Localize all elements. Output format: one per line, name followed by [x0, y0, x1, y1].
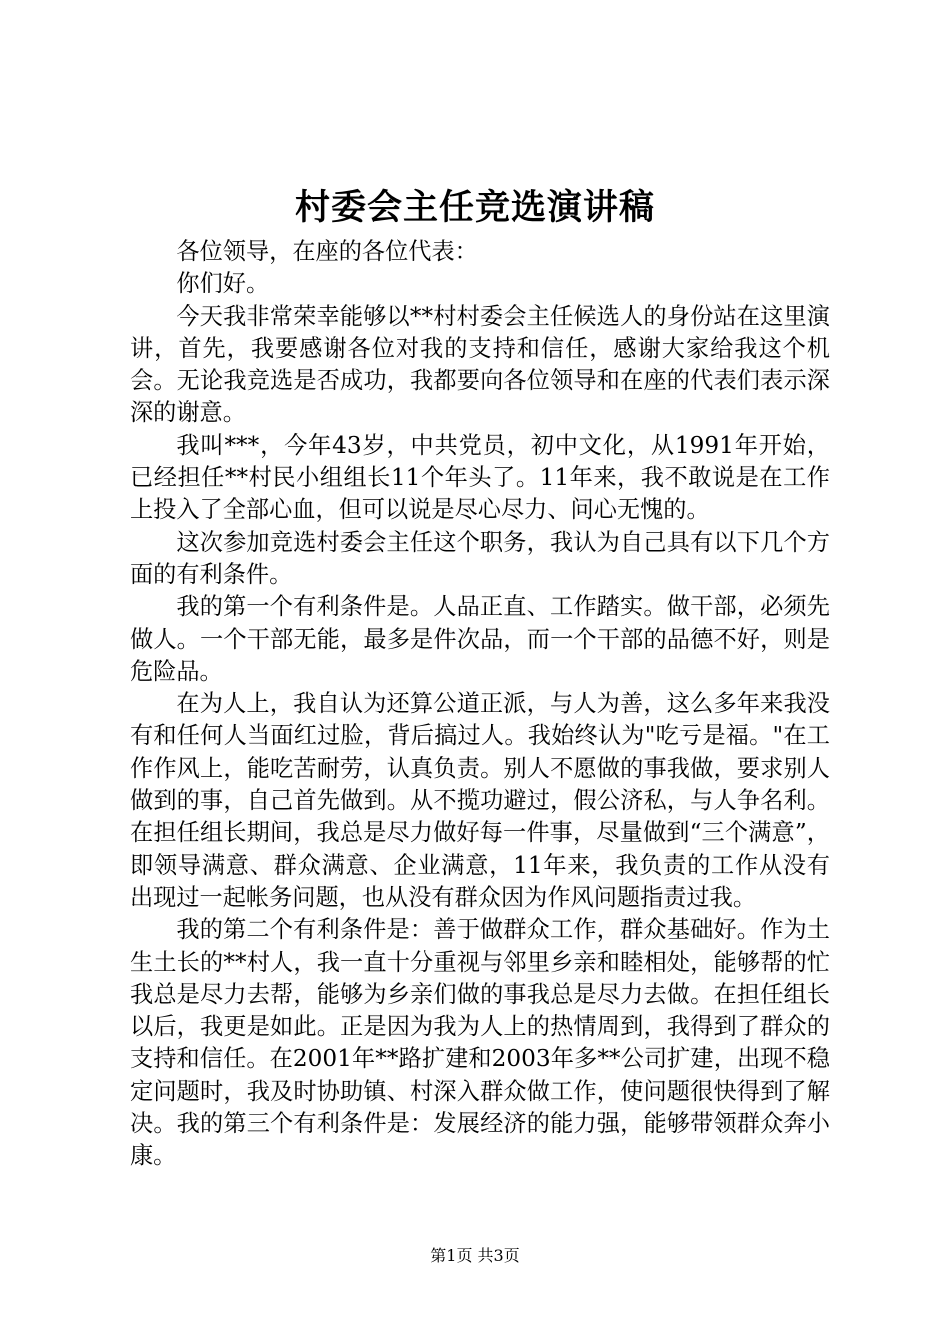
paragraph-second-condition: 我的第二个有利条件是：善于做群众工作，群众基础好。作为土生土长的**村人，我一直十分重视与邻里乡亲和睦相处，能够帮的忙我总是尽力去帮，能够为乡亲们做的事我总是尽力去做。在担任组长以后，我更是如此。正是因为我为人上的热情周到，我得到了群众的支持和信任。在2001年**路扩建和2003年多**公司扩建，出现不稳定问题时，我及时协助镇、村深入群众做工作，使问题很快得到了解决。我的第三个有利条件是：发展经济的能力强，能够带领群众奔小康。 — [130, 916, 830, 1170]
paragraph-hello: 你们好。 — [176, 270, 270, 298]
paragraph-conditions-overview: 这次参加竞选村委会主任这个职务，我认为自己具有以下几个方面的有利条件。 — [130, 528, 830, 588]
paragraph-first-condition: 我的第一个有利条件是。人品正直、工作踏实。做干部，必须先做人。一个干部无能，最多是件次品，而一个干部的品德不好，则是危险品。 — [130, 593, 830, 685]
paragraph-greeting: 各位领导，在座的各位代表： — [176, 238, 478, 265]
page-number-footer: 第1页 共3页 — [430, 1246, 520, 1265]
document-body — [130, 236, 830, 1173]
paragraph-self-introduction: 我叫***，今年43岁，中共党员，初中文化，从1991年开始，已经担任**村民小组组长11个年头了。11年来，我不敢说是在工作上投入了全部心血，但可以说是尽心尽力、问心无愧的。 — [130, 431, 830, 524]
paragraph-character: 在为人上，我自认为还算公道正派，与人为善，这么多年来我没有和任何人当面红过脸，背后搞过人。我始终认为"吃亏是福。"在工作作风上，能吃苦耐劳，认真负责。别人不愿做的事我做，要求别人做到的事，自己首先做到。从不揽功避过，假公济私，与人争名利。在担任组长期间，我总是尽力做好每一件事，尽量做到“三个满意”，即领导满意、群众满意、企业满意，11年来，我负责的工作从没有出现过一起帐务问题，也从没有群众因为作风问题指责过我。 — [130, 690, 830, 911]
paragraph-intro: 今天我非常荣幸能够以**村村委会主任候选人的身份站在这里演讲，首先，我要感谢各位对我的支持和信任，感谢大家给我这个机会。无论我竞选是否成功，我都要向各位领导和在座的代表们表示深深的谢意。 — [130, 302, 830, 427]
document-title: 村委会主任竞选演讲稿 — [294, 187, 655, 228]
